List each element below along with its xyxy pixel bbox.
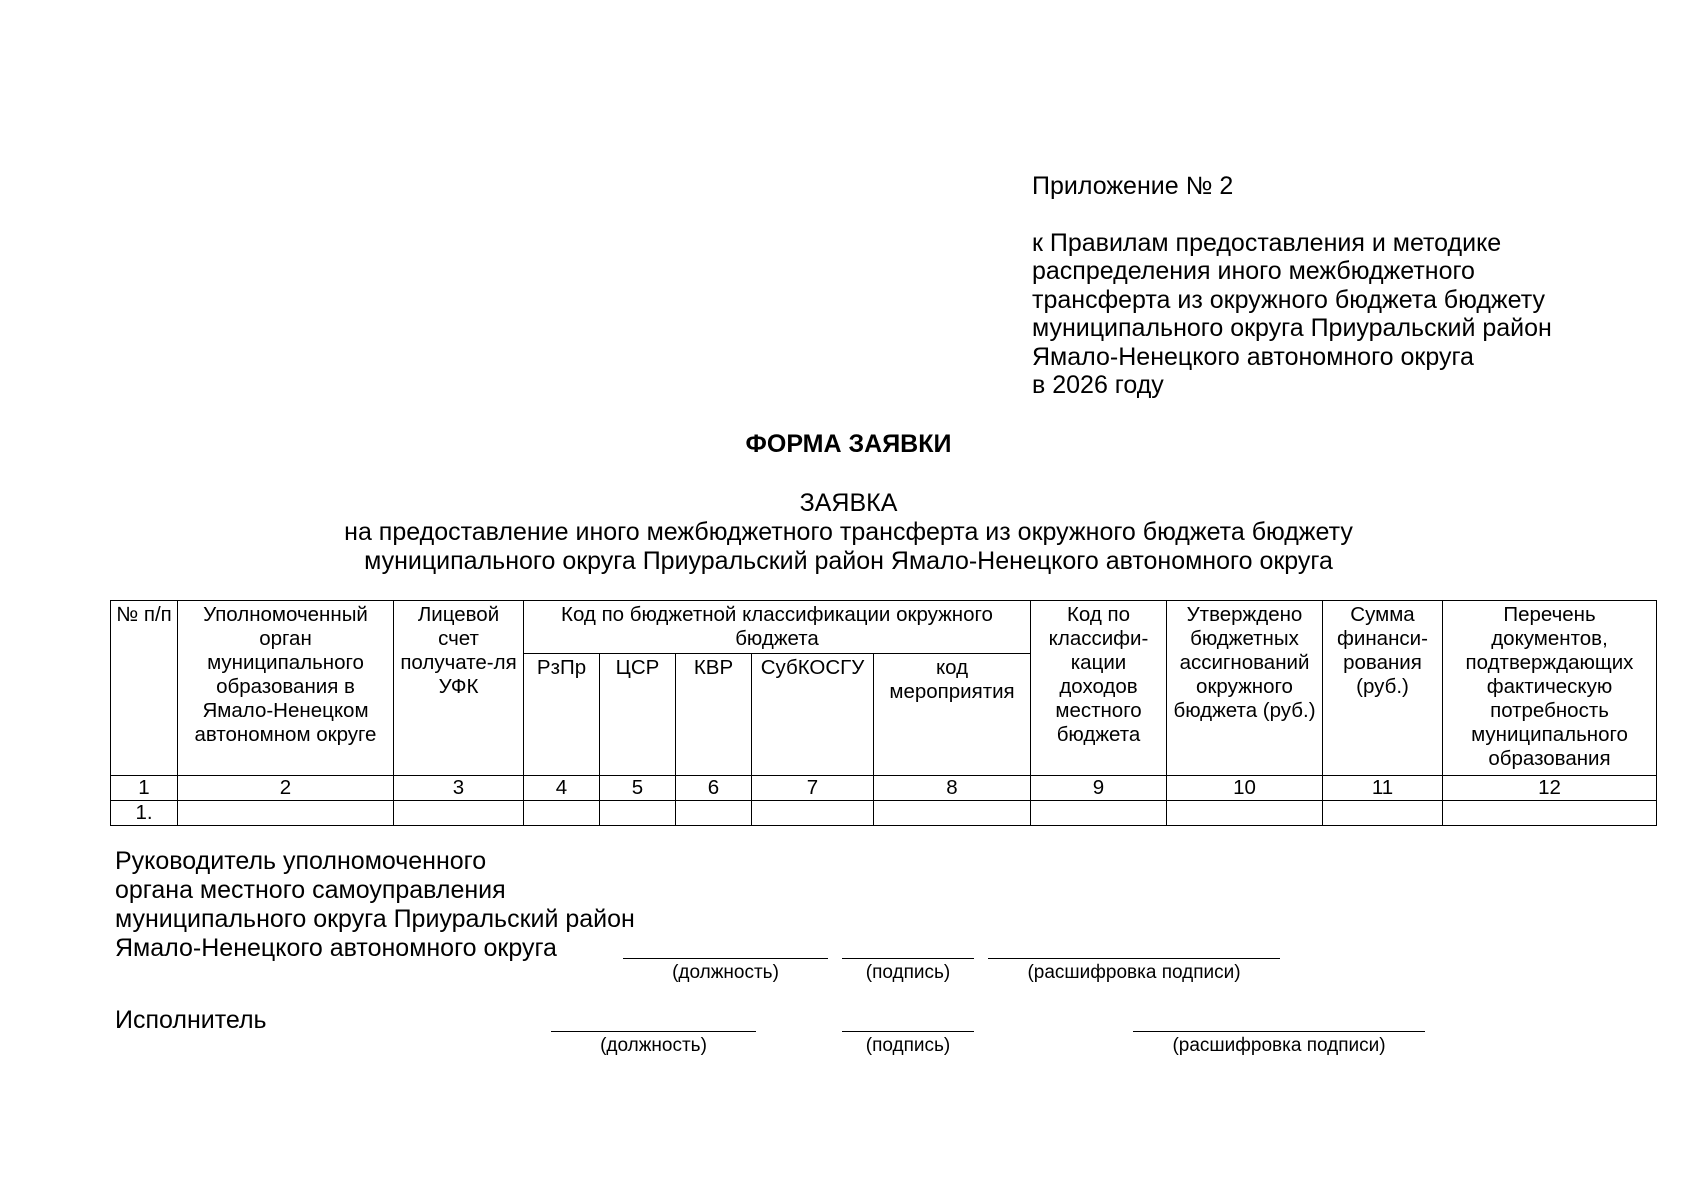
column-number: 2 [178, 776, 394, 801]
table-cell[interactable] [752, 801, 874, 826]
header-income-code: Код по классифи-кации доходов местного бюджета [1031, 601, 1167, 776]
column-number: 7 [752, 776, 874, 801]
column-number: 4 [524, 776, 600, 801]
column-number: 3 [394, 776, 524, 801]
row-number: 1. [111, 801, 178, 826]
appendix-line: трансферта из окружного бюджета бюджету [1032, 285, 1545, 314]
appendix-line: муниципального округа Приуральский район [1032, 314, 1552, 342]
appendix-line: распределения иного межбюджетного [1032, 257, 1475, 285]
column-number: 12 [1443, 776, 1657, 801]
header-event-code: код мероприятия [874, 654, 1031, 776]
executor-decode-caption: (расшифровка подписи) [1172, 1035, 1386, 1056]
executor-position-line[interactable] [551, 1031, 756, 1032]
appendix-number: Приложение № 2 [1032, 172, 1234, 200]
header-subkosgu: СубКОСГУ [752, 654, 874, 776]
request-subtitle-line: муниципального округа Приуральский район Ямало-Ненецкого автономного округа [364, 547, 1333, 575]
table-cell[interactable] [1167, 801, 1323, 826]
executor-label: Исполнитель [115, 1006, 267, 1034]
column-number: 9 [1031, 776, 1167, 801]
request-heading [0, 489, 1697, 576]
executor-position-caption: (должность) [600, 1035, 707, 1056]
table-cell[interactable] [178, 801, 394, 826]
request-subtitle-line: на предоставление иного межбюджетного трансферта из окружного бюджета бюджету [344, 518, 1353, 546]
table-cell[interactable] [1443, 801, 1657, 826]
head-position-caption: (должность) [672, 962, 779, 983]
table-cell[interactable] [676, 801, 752, 826]
column-number: 6 [676, 776, 752, 801]
header-rzpr: РзПр [524, 654, 600, 776]
head-decode-caption: (расшифровка подписи) [1027, 962, 1241, 983]
header-code-group: Код по бюджетной классификации окружного бюджета [524, 601, 1031, 654]
header-docs: Перечень документов, подтверждающих фактическую потребность муниципального образования [1443, 601, 1657, 776]
table-row [111, 801, 1657, 826]
header-kvr: КВР [676, 654, 752, 776]
appendix-line: в 2026 году [1032, 371, 1164, 399]
signature-line-text: муниципального округа Приуральский район [115, 905, 635, 933]
request-table [110, 600, 1657, 826]
header-amount: Сумма финанси-рования (руб.) [1323, 601, 1443, 776]
header-organ: Уполномоченный орган муниципального образования в Ямало-Ненецком автономном округе [178, 601, 394, 776]
head-position-line[interactable] [623, 958, 828, 959]
signature-line-text: Руководитель уполномоченного [115, 847, 487, 875]
column-number: 1 [111, 776, 178, 801]
column-number: 10 [1167, 776, 1323, 801]
table-cell[interactable] [1323, 801, 1443, 826]
table-cell[interactable] [394, 801, 524, 826]
signature-line-text: органа местного самоуправления [115, 876, 506, 904]
table-header-row [111, 601, 1657, 654]
appendix-line: Ямало-Ненецкого автономного округа [1032, 342, 1474, 371]
head-decode-line[interactable] [988, 958, 1280, 959]
column-number-row [111, 776, 1657, 801]
table-cell[interactable] [1031, 801, 1167, 826]
table-cell[interactable] [874, 801, 1031, 826]
head-signature-label [115, 847, 635, 963]
head-sign-caption: (подпись) [865, 962, 951, 983]
executor-sign-caption: (подпись) [865, 1035, 951, 1056]
column-number: 8 [874, 776, 1031, 801]
head-sign-line[interactable] [842, 958, 974, 959]
executor-decode-line[interactable] [1133, 1031, 1425, 1032]
table-cell[interactable] [600, 801, 676, 826]
column-number: 5 [600, 776, 676, 801]
header-account: Лицевой счет получате-ля УФК [394, 601, 524, 776]
appendix-line: к Правилам предоставления и методике [1032, 228, 1502, 257]
header-approved: Утверждено бюджетных ассигнований окружного бюджета (руб.) [1167, 601, 1323, 776]
request-title: ЗАЯВКА [799, 489, 898, 517]
appendix-block [1032, 172, 1552, 400]
column-number: 11 [1323, 776, 1443, 801]
executor-sign-line[interactable] [842, 1031, 974, 1032]
header-num: № п/п [111, 601, 178, 776]
form-title: ФОРМА ЗАЯВКИ [745, 430, 952, 458]
signature-line-text: Ямало-Ненецкого автономного округа [115, 934, 557, 962]
header-csr: ЦСР [600, 654, 676, 776]
table-cell[interactable] [524, 801, 600, 826]
